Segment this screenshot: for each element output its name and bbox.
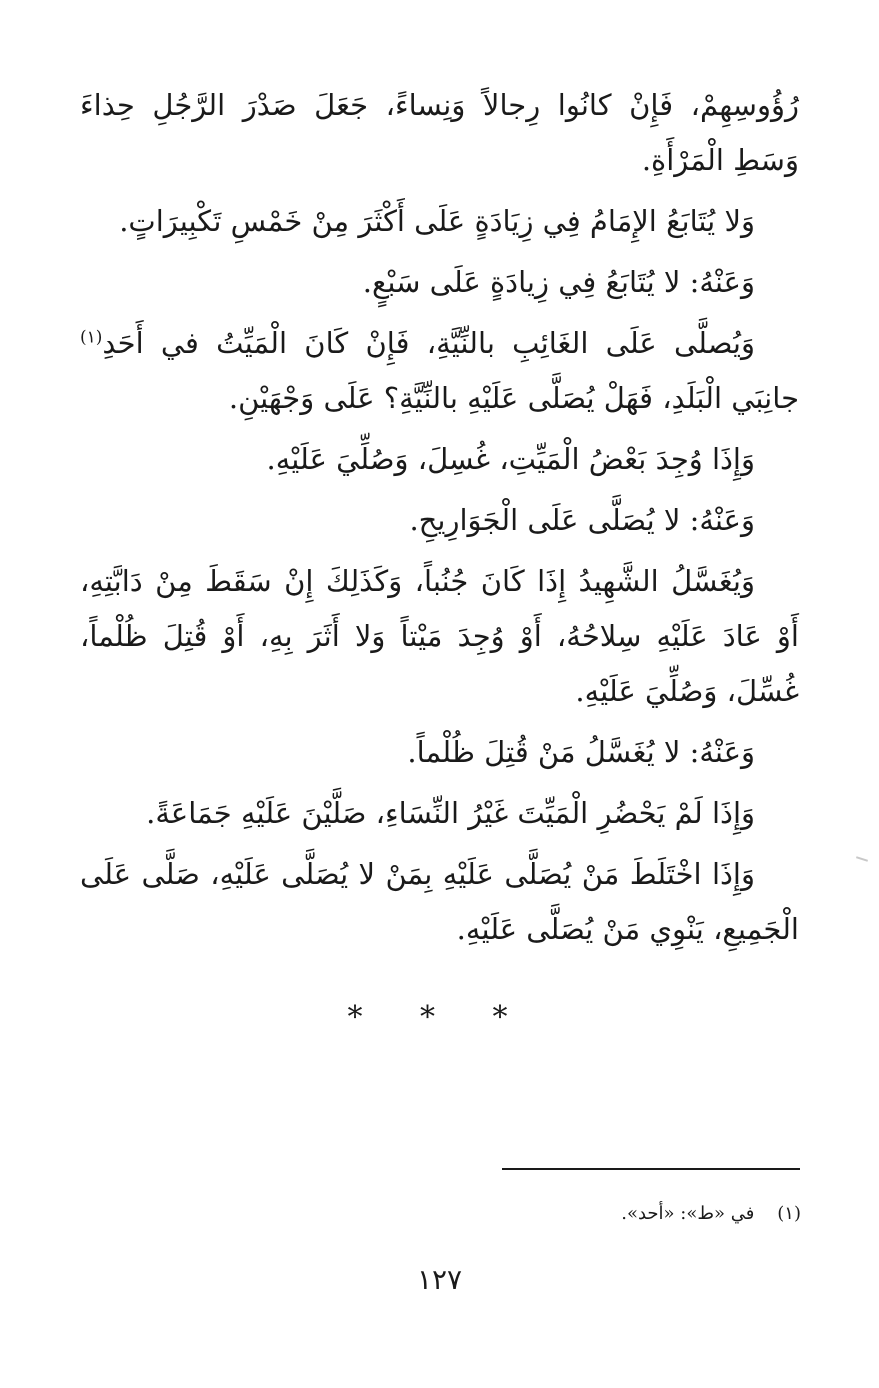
paragraph: وَإِذَا اخْتَلَطَ مَنْ يُصَلَّى عَلَيْهِ بِمَنْ لا يُصَلَّى عَلَيْهِ، صَلَّى عَلَى الْجَمِيعِ، يَنْوِي مَنْ يُصَلَّى عَلَيْهِ. xyxy=(80,857,799,946)
paragraph: وَعَنْهُ: لا يُغَسَّلُ مَنْ قُتِلَ ظُلْماً. xyxy=(407,735,755,769)
paragraph: وَيُغَسَّلُ الشَّهِيدُ إِذَا كَانَ جُنُباً، وَكَذَلِكَ إِنْ سَقَطَ مِنْ دَابَّتِهِ، أَوْ عَادَ عَلَيْهِ سِلاحُهُ، أَوْ وُجِدَ مَيْتاً وَلا أَثَرَ بِهِ، أَوْ قُتِلَ ظُلْماً، غُسِّلَ، وَصُلِّيَ عَلَيْهِ. xyxy=(80,564,799,708)
section-separator: * * * xyxy=(347,1000,532,1035)
body-text xyxy=(80,78,799,963)
footnote-reference[interactable]: (١) xyxy=(80,327,103,348)
footnote-marker: (١) xyxy=(777,1203,801,1224)
scan-artifact xyxy=(856,856,868,862)
footnote-text: في «ط»: «أحد». xyxy=(621,1203,755,1224)
paragraph: وَلا يُتَابَعُ الإِمَامُ فِي زِيَادَةٍ عَلَى أَكْثَرَ مِنْ خَمْسِ تَكْبِيرَاتٍ. xyxy=(119,204,755,238)
paragraph: وَعَنْهُ: لا يُتَابَعُ فِي زِيادَةٍ عَلَى سَبْعٍ. xyxy=(362,265,755,299)
paragraph-text-part: جانِبَي الْبَلَدِ، فَهَلْ يُصَلَّى عَلَيْهِ بالنِّيَّةِ؟ عَلَى وَجْهَيْنِ. xyxy=(228,381,799,415)
paragraph-continued: رُؤُوسِهِمْ، فَإِنْ كانُوا رِجالاً وَنِساءً، جَعَلَ صَدْرَ الرَّجُلِ حِذاءَ وَسَطِ الْمَرْأَةِ. xyxy=(80,88,799,177)
paragraph: وَإِذَا لَمْ يَحْضُرِ الْمَيِّتَ غَيْرُ النِّسَاءِ، صَلَّيْنَ عَلَيْهِ جَمَاعَةً. xyxy=(146,796,755,830)
paragraph: وَإِذَا وُجِدَ بَعْضُ الْمَيِّتِ، غُسِلَ، وَصُلِّيَ عَلَيْهِ. xyxy=(266,442,755,476)
footnote-divider xyxy=(502,1168,800,1170)
paragraph-text-part: وَيُصلَّى عَلَى الغَائِبِ بالنِّيَّةِ، فَإِنْ كَانَ الْمَيِّتُ في أَحَدِ xyxy=(102,326,755,360)
paragraph-with-footnote-ref xyxy=(80,316,799,426)
paragraph: وَعَنْهُ: لا يُصَلَّى عَلَى الْجَوَارِيحِ. xyxy=(409,503,755,537)
footnote xyxy=(82,1200,801,1228)
page-number: ١٢٧ xyxy=(416,1263,463,1296)
